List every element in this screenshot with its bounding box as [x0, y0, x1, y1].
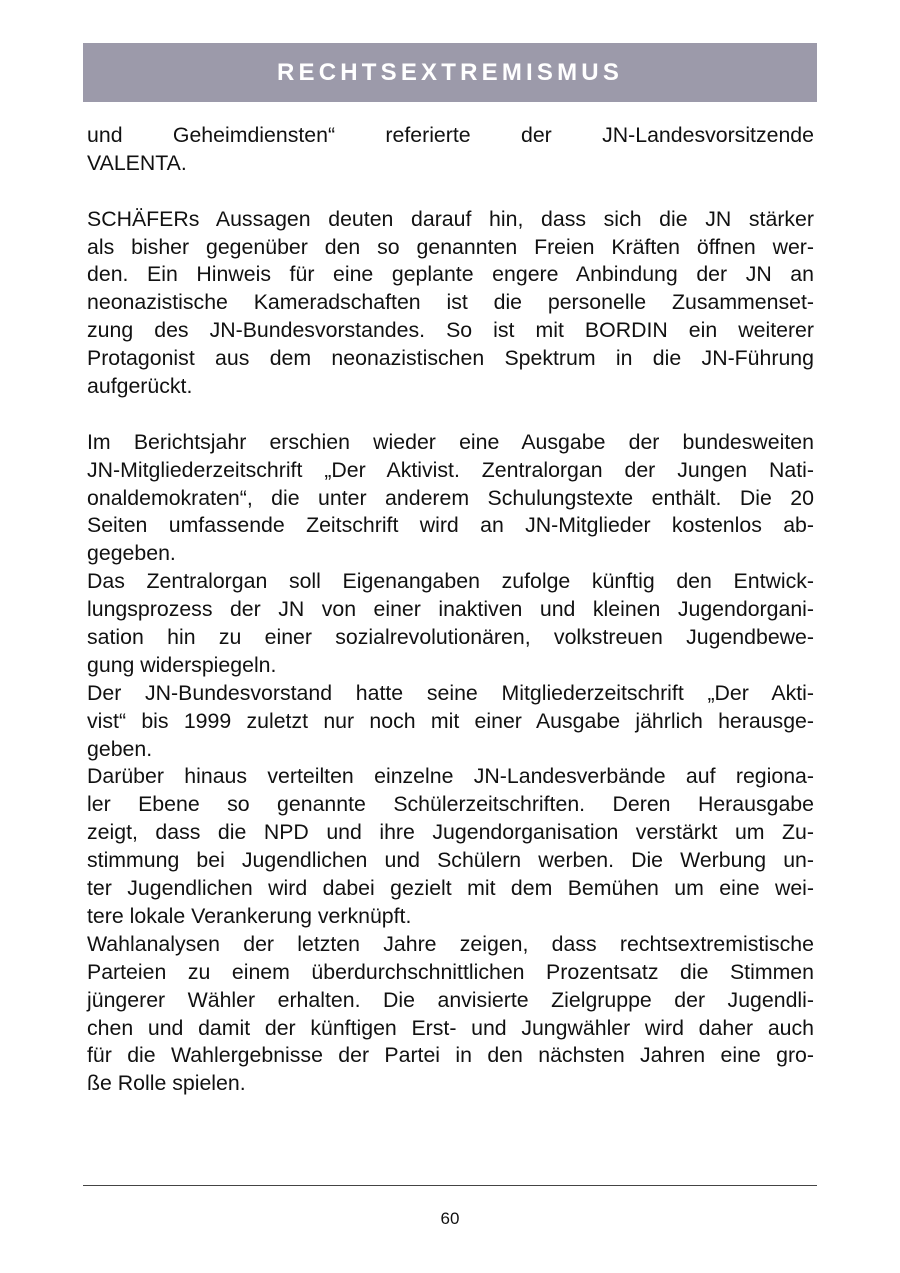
text-line: ler Ebene so genannte Schülerzeitschriften. Deren Herausgabe	[87, 792, 814, 817]
text-line: als bisher gegenüber den so genannten Freien Kräften öffnen wer-	[87, 234, 814, 259]
text-line: jüngerer Wähler erhalten. Die anvisierte Zielgruppe der Jugendli-	[87, 987, 814, 1012]
text-line: sation hin zu einer sozialrevolutionären, volkstreuen Jugendbewe-	[87, 625, 814, 650]
text-line: aufgerückt.	[87, 374, 193, 399]
text-line: Der JN-Bundesvorstand hatte seine Mitgliederzeitschrift „Der Akti-	[87, 680, 814, 705]
text-line: Seiten umfassende Zeitschrift wird an JN-Mitglieder kostenlos ab-	[87, 513, 814, 538]
paragraph	[87, 568, 814, 680]
body-text	[87, 122, 814, 1098]
text-line: zung des JN-Bundesvorstandes. So ist mit BORDIN ein weiterer	[87, 318, 814, 343]
paragraph	[87, 763, 814, 930]
text-line: Parteien zu einem überdurchschnittlichen Prozentsatz die Stimmen	[87, 959, 814, 984]
text-line: den. Ein Hinweis für eine geplante engere Anbindung der JN an	[87, 262, 814, 287]
text-line: Darüber hinaus verteilten einzelne JN-Landesverbände auf regiona-	[87, 764, 814, 789]
paragraph-spacer	[87, 401, 814, 429]
paragraph	[87, 122, 814, 178]
text-line: Im Berichtsjahr erschien wieder eine Ausgabe der bundesweiten	[87, 429, 814, 454]
section-title: RECHTSEXTREMISMUS	[276, 58, 624, 86]
text-line: onaldemokraten“, die unter anderem Schulungstexte enthält. Die 20	[87, 485, 814, 510]
text-line: JN-Mitgliederzeitschrift „Der Aktivist. Zentralorgan der Jungen Nati-	[87, 457, 814, 482]
section-header-bar	[83, 43, 817, 102]
footer-divider	[83, 1185, 817, 1186]
paragraph	[87, 429, 814, 568]
text-line: für die Wahlergebnisse der Partei in den nächsten Jahren eine gro-	[87, 1043, 814, 1068]
text-line: lungsprozess der JN von einer inaktiven und kleinen Jugendorgani-	[87, 597, 814, 622]
text-line: VALENTA.	[87, 150, 187, 175]
text-line: chen und damit der künftigen Erst- und Jungwähler wird daher auch	[87, 1015, 814, 1040]
text-line: SCHÄFERs Aussagen deuten darauf hin, dass sich die JN stärker	[87, 206, 814, 231]
text-line: Das Zentralorgan soll Eigenangaben zufolge künftig den Entwick-	[87, 569, 814, 594]
text-line: neonazistische Kameradschaften ist die personelle Zusammenset-	[87, 290, 814, 315]
text-line: Protagonist aus dem neonazistischen Spektrum in die JN-Führung	[87, 346, 814, 371]
text-line: gegeben.	[87, 541, 176, 566]
paragraph	[87, 931, 814, 1098]
paragraph	[87, 680, 814, 764]
text-line: geben.	[87, 736, 153, 761]
text-line: gung widerspiegeln.	[87, 652, 277, 677]
text-line: stimmung bei Jugendlichen und Schülern werben. Die Werbung un-	[87, 848, 814, 873]
paragraph	[87, 206, 814, 401]
text-line: vist“ bis 1999 zuletzt nur noch mit einer Ausgabe jährlich herausge-	[87, 708, 814, 733]
text-line: zeigt, dass die NPD und ihre Jugendorganisation verstärkt um Zu-	[87, 820, 814, 845]
text-line: tere lokale Verankerung verknüpft.	[87, 903, 412, 928]
paragraph-spacer	[87, 178, 814, 206]
text-line: ter Jugendlichen wird dabei gezielt mit dem Bemühen um eine wei-	[87, 876, 814, 901]
text-line: ße Rolle spielen.	[87, 1071, 246, 1096]
page-number: 60	[440, 1209, 460, 1228]
text-line: Wahlanalysen der letzten Jahre zeigen, dass rechtsextremistische	[87, 931, 814, 956]
text-line: und Geheimdiensten“ referierte der JN-Landesvorsitzende	[87, 123, 814, 147]
